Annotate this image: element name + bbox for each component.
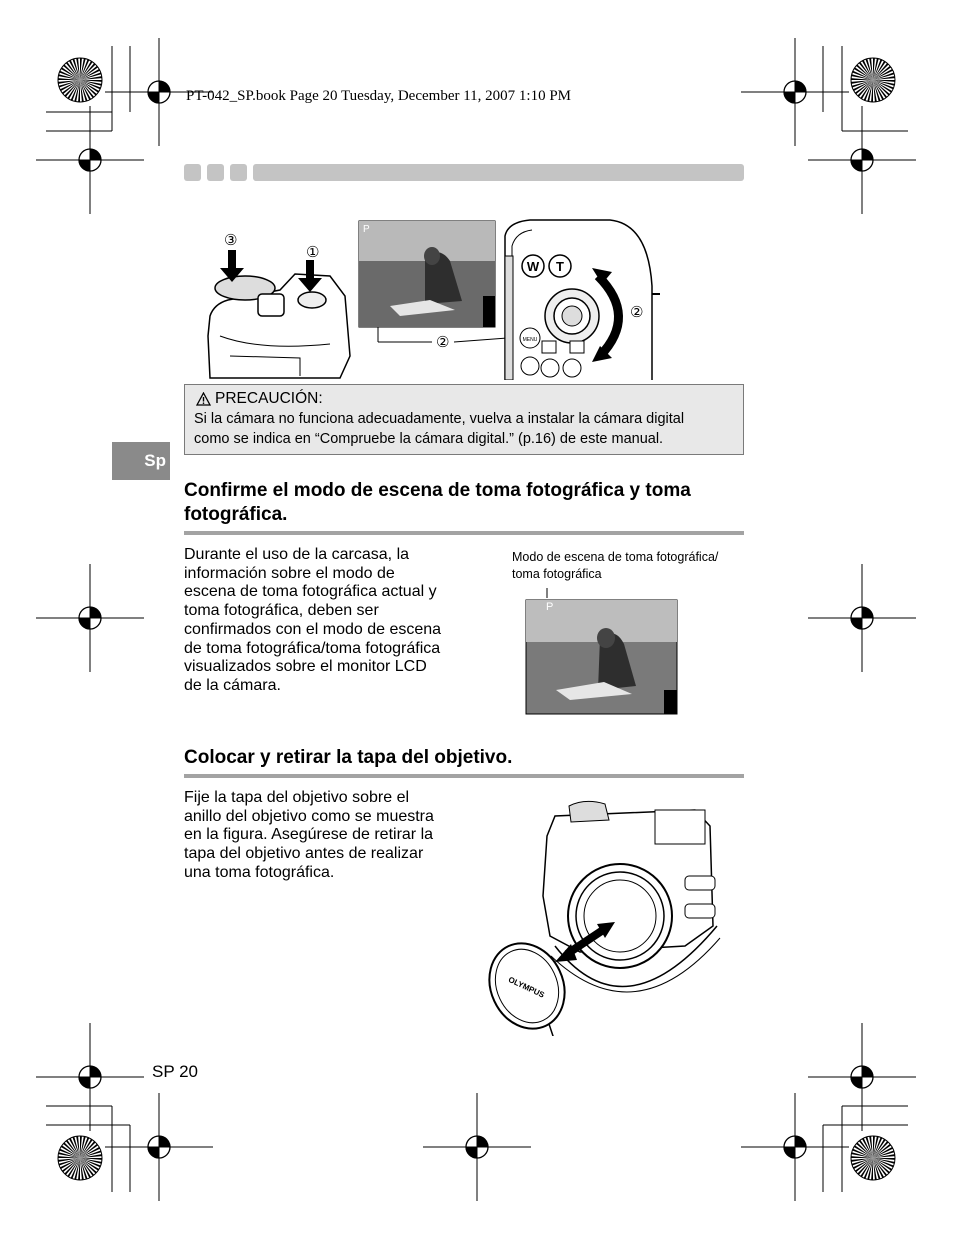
lens-cap-illustration [485,931,578,1036]
section2-body [184,789,434,883]
camera-controls-figure [200,216,660,380]
body-line: de la cámara. [184,676,281,694]
housing-illustration [543,801,720,992]
caption-line: toma fotográfica [512,566,602,581]
lcd-mode-indicator: P [546,601,554,613]
print-header: PT-042_SP.book Page 20 Tuesday, December 11, 2007 1:10 PM [186,88,572,104]
camera-back-illustration [505,220,660,380]
caution-line-1: Si la cámara no funciona adecuadamente, vuelva a instalar la cámara digital [194,411,685,427]
warning-icon [196,392,211,406]
body-line: información sobre el modo de [184,564,395,582]
section1-body [184,546,441,696]
section-heading-lens-cap: Colocar y retirar la tapa del objetivo. [184,747,513,768]
caution-box [184,384,744,455]
section-rule [184,774,744,778]
lcd-preview [359,221,495,327]
caption-line: Modo de escena de toma fotográfica/ [512,550,719,564]
step-2-dial-label: ② [630,303,644,321]
body-line: anillo del objetivo como se muestra [184,807,434,825]
step-1-label: ① [306,243,320,261]
section-rule [184,531,744,535]
starburst-mark [58,58,102,102]
body-line: Fije la tapa del objetivo sobre el [184,789,410,806]
body-line: en la figura. Asegúrese de retirar la [184,826,434,844]
starburst-mark [851,1136,895,1180]
header-block [207,164,224,181]
language-tab: Sp [112,442,170,480]
body-line: confirmados con el modo de escena [184,620,442,638]
zoom-w-button: W [526,259,540,274]
header-block [184,164,201,181]
heading-line: fotográfica. [184,504,288,525]
body-line: de toma fotográfica/toma fotográfica [184,639,441,657]
caution-line-2: como se indica en “Compruebe la cámara digital.” (p.16) de este manual. [194,431,664,447]
step-2-label: ② [436,333,450,351]
body-line: toma fotográfica, deben ser [184,602,379,620]
step-3-label: ③ [224,231,238,249]
starburst-mark [851,58,895,102]
camera-top-illustration [208,250,350,378]
body-line: Durante el uso de la carcasa, la [184,546,410,563]
lens-cap-figure [485,796,730,1036]
zoom-t-button: T [556,259,564,274]
lcd-caption [512,549,718,582]
cap-brand-text: OLYMPUS [506,975,546,1000]
section-heading-scene-mode [184,479,744,527]
heading-line: Confirme el modo de escena de toma fotográfica y toma [184,480,691,501]
body-line: tapa del objetivo antes de realizar [184,845,424,863]
mode-indicator: P [363,224,370,235]
header-block [230,164,247,181]
body-line: escena de toma fotográfica actual y [184,583,437,601]
header-bar [253,164,744,181]
caution-title: PRECAUCIÓN: [215,390,323,407]
caution-heading [196,389,734,409]
body-line: una toma fotográfica. [184,863,335,881]
body-line: visualizados sobre el monitor LCD [184,658,427,676]
starburst-mark [58,1136,102,1180]
lcd-screen-figure [520,586,682,718]
page-number: SP 20 [152,1062,199,1081]
menu-button: MENU [522,337,538,343]
